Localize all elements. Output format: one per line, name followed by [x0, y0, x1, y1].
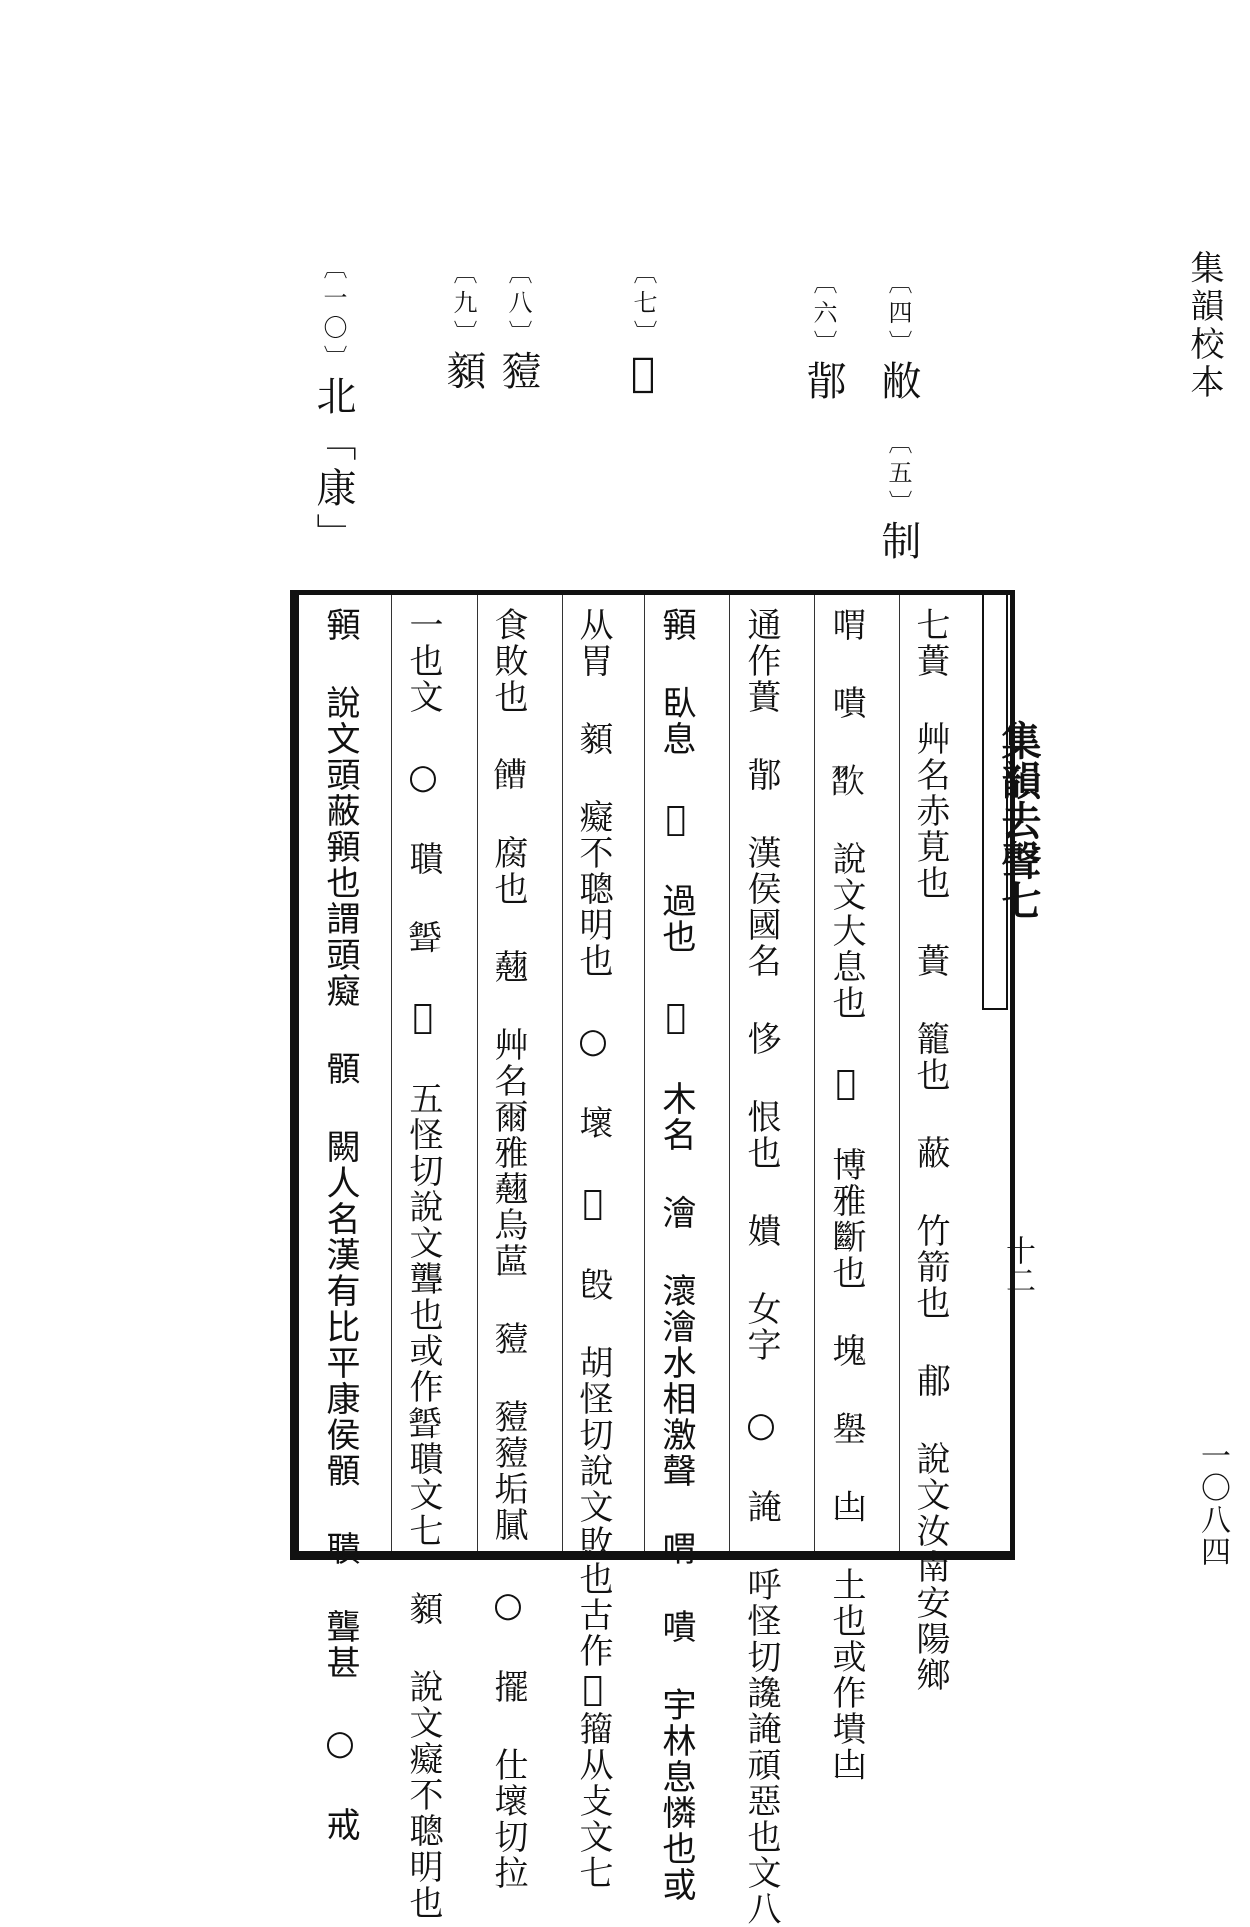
- note-number: 〔八〕: [504, 260, 532, 350]
- note-number: 〔五〕: [884, 430, 912, 520]
- collation-note: [490, 260, 547, 396]
- text-column: [827, 607, 865, 1783]
- note-number: 〔四〕: [884, 270, 912, 360]
- text-column: [574, 607, 612, 1891]
- text-column: [742, 607, 780, 1927]
- note-number: 〔七〕: [629, 260, 657, 350]
- column-rule: [391, 595, 392, 1551]
- text-column: [404, 607, 442, 1921]
- page-number: 一〇八四: [1195, 1440, 1230, 1568]
- collation-note: [435, 260, 492, 396]
- collation-note: [305, 255, 362, 559]
- running-title: 集韻校本: [1184, 250, 1224, 402]
- banner-title: 集韻去聲七: [995, 720, 1042, 920]
- note-text: 北「康」: [310, 375, 356, 559]
- column-text: 食敗也 𩞄 腐也 𧄍 艸名爾雅𧄍烏蓲 豷 豷豷垢膩 ○ 擺 仕壞切拉: [488, 607, 528, 1891]
- column-rule: [729, 595, 730, 1551]
- collation-note: [620, 260, 666, 402]
- note-text: 鄁: [800, 360, 846, 406]
- collation-note: [870, 270, 927, 406]
- column-rule: [899, 595, 900, 1551]
- column-text: 喟 嘳 𣤊 說文大息也 𣢾 博雅斷也 塊 𡒊 凷 土也或作墤凷: [826, 607, 866, 1783]
- column-text: 从胃 顡 癡不聰明也 ○ 壞 𨇡 𣪘 胡怪切說文敗也古作𨇡籀从攴文七: [573, 607, 613, 1891]
- column-rule: [644, 595, 645, 1551]
- note-number: 〔一〇〕: [319, 255, 347, 375]
- column-rule: [814, 595, 815, 1551]
- note-number: 〔九〕: [449, 260, 477, 350]
- text-column: [489, 607, 527, 1891]
- banner-page: 十二: [1000, 1235, 1035, 1295]
- note-text: 豷: [495, 350, 541, 396]
- collation-note: [795, 270, 852, 406]
- column-rule: [562, 595, 563, 1551]
- note-number: 〔六〕: [809, 270, 837, 360]
- note-text: 制: [875, 520, 921, 566]
- column-rule: [477, 595, 478, 1551]
- note-text: 敝: [875, 360, 921, 406]
- note-text: 顡: [440, 350, 486, 396]
- note-text: 𨇡: [620, 350, 666, 402]
- column-text: 𩓞 說文頭蔽𩓞也謂頭癡 顝 闕人名漢有比平康侯顝 聵 聾甚 ○ 戒: [320, 607, 360, 1843]
- text-column: [911, 607, 949, 1693]
- text-block-frame: [290, 590, 1015, 1927]
- column-text: 蕢 艸名赤莧也 蕢 籠也 蔽 竹箭也 郙 說文汝南安陽鄉: [910, 643, 950, 1693]
- text-column: [657, 607, 695, 1903]
- column-marker: 七: [910, 607, 950, 643]
- column-text: 通作蕢 鄁 漢侯國名 恀 恨也 嬇 女字 ○ 䛳 呼怪切䜛䛳頑惡也文八: [741, 607, 781, 1927]
- text-column: [321, 607, 359, 1843]
- column-text: 𩓞 臥息 𩕚 過也 𥀸 木名 澮 瀤澮水相激聲 喟 嘳 宇林息憐也或: [656, 607, 696, 1903]
- collation-note: [870, 430, 927, 566]
- column-text: 一也文 ○ 聵 𦗦 𦖞 五怪切說文聾也或作𦗦聵文七 顡 說文癡不聰明也: [403, 607, 443, 1921]
